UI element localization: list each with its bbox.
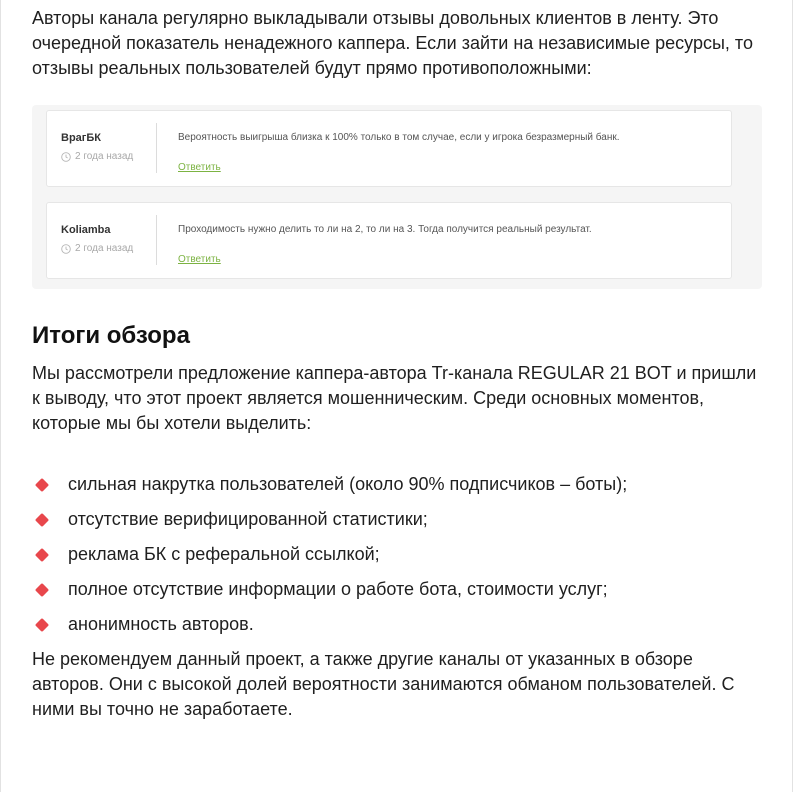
diamond-icon bbox=[34, 512, 50, 528]
list-item bbox=[32, 577, 762, 602]
review-text: Вероятность выигрыша близка к 100% только в том случае, если у игрока безразмерный банк. bbox=[178, 132, 620, 143]
diamond-icon bbox=[34, 617, 50, 633]
article-content bbox=[32, 6, 762, 722]
review-body bbox=[157, 203, 592, 267]
section-title: Итоги обзора bbox=[32, 322, 190, 349]
list-item-text: отсутствие верифицированной статистики; bbox=[68, 509, 428, 529]
review-meta bbox=[47, 123, 157, 173]
review-time-label: 2 года назад bbox=[75, 151, 134, 162]
review-time bbox=[61, 150, 156, 163]
review-author: Koliamba bbox=[61, 224, 111, 236]
review-author: ВрагБК bbox=[61, 132, 101, 144]
diamond-icon bbox=[34, 477, 50, 493]
list-item-text: анонимность авторов. bbox=[68, 614, 254, 634]
clock-icon bbox=[61, 244, 71, 254]
list-item bbox=[32, 507, 762, 532]
intro-paragraph: Авторы канала регулярно выкладывали отзывы довольных клиентов в ленту. Это очередной показатель ненадежного каппера. Если зайти на независимые ресурсы, то отзывы реальных пользователей будут прямо противоположными: bbox=[32, 8, 753, 78]
summary-bullet-list bbox=[32, 472, 762, 637]
review-text: Проходимость нужно делить то ли на 2, то ли на 3. Тогда получится реальный результат. bbox=[178, 224, 592, 235]
conclusion-paragraph: Не рекомендуем данный проект, а также другие каналы от указанных в обзоре авторов. Они с высокой долей вероятности занимаются обманом пользователей. С ними вы точно не заработаете. bbox=[32, 649, 735, 719]
summary-paragraph: Мы рассмотрели предложение каппера-автора Tr-канала REGULAR 21 BOT и пришли к выводу, что этот проект является мошенническим. Среди основных моментов, которые мы бы хотели выделить: bbox=[32, 363, 757, 433]
list-item-text: полное отсутствие информации о работе бота, стоимости услуг; bbox=[68, 579, 608, 599]
diamond-icon bbox=[34, 547, 50, 563]
list-item-text: реклама БК с реферальной ссылкой; bbox=[68, 544, 380, 564]
review-card bbox=[46, 202, 732, 279]
diamond-icon bbox=[34, 582, 50, 598]
clock-icon bbox=[61, 152, 71, 162]
review-time bbox=[61, 242, 156, 255]
list-item bbox=[32, 612, 762, 637]
list-item-text: сильная накрутка пользователей (около 90% подписчиков – боты); bbox=[68, 474, 628, 494]
reply-link[interactable]: Ответить bbox=[178, 254, 221, 265]
review-time-label: 2 года назад bbox=[75, 243, 134, 254]
review-meta bbox=[47, 215, 157, 265]
reviews-block bbox=[32, 105, 762, 289]
list-item bbox=[32, 542, 762, 567]
review-card bbox=[46, 110, 732, 187]
reply-link[interactable]: Ответить bbox=[178, 162, 221, 173]
review-body bbox=[157, 111, 620, 175]
list-item bbox=[32, 472, 762, 497]
